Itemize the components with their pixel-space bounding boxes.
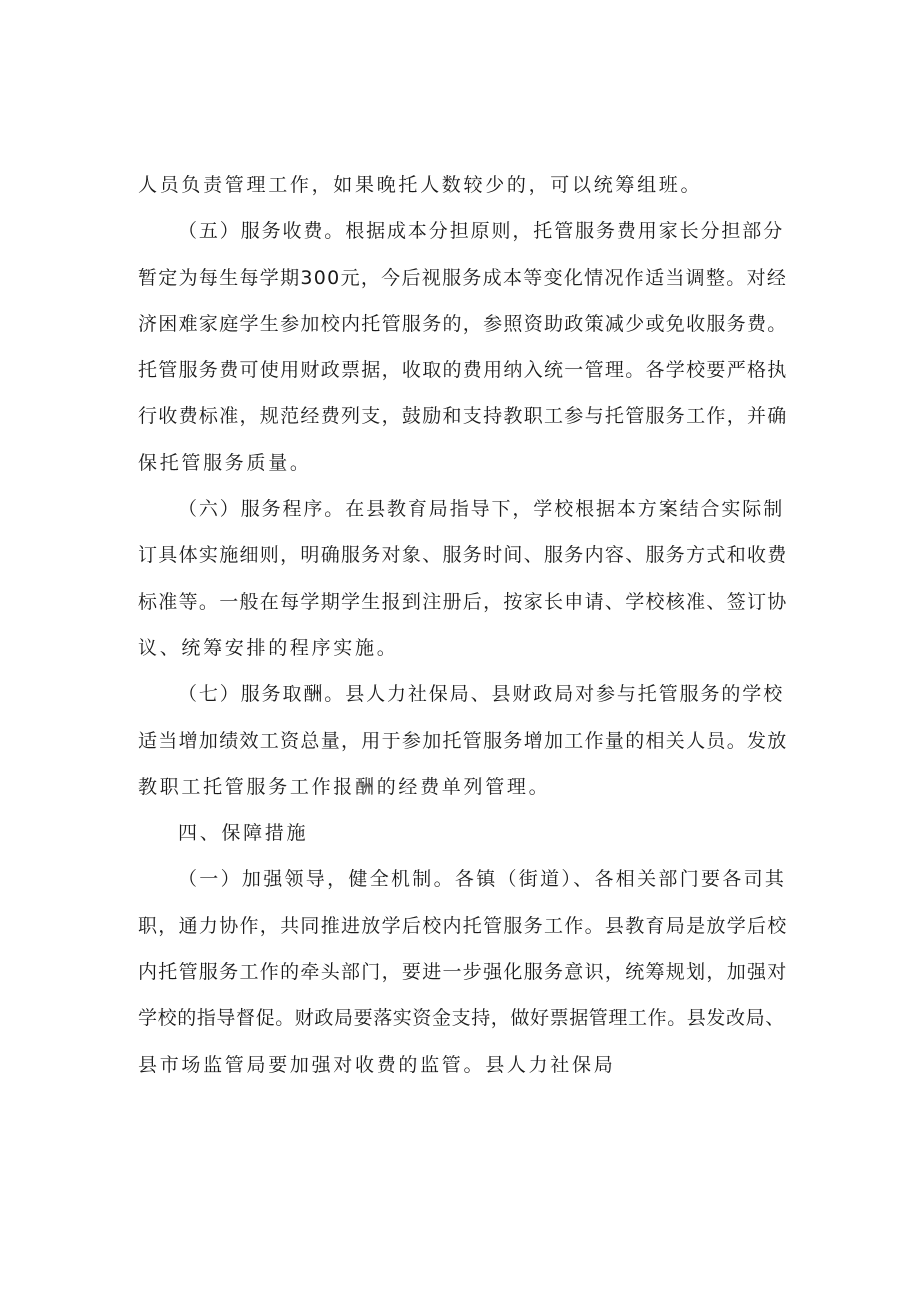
text-line: 托管服务费可使用财政票据，收取的费用纳入统一管理。各学校要严格执 xyxy=(138,359,788,382)
text-line: 内托管服务工作的牵头部门，要进一步强化服务意识，统筹规划，加强对 xyxy=(138,961,788,984)
text-line: 行收费标准，规范经费列支，鼓励和支持教职工参与托管服务工作，并确 xyxy=(138,405,788,428)
text-line: 订具体实施细则，明确服务对象、服务时间、服务内容、服务方式和收费 xyxy=(138,544,788,567)
paragraph-fee-heading-line: （五）服务收费。根据成本分担原则，托管服务费用家长分担部分 xyxy=(178,220,785,243)
text-line: 标准等。一般在每学期学生报到注册后，按家长申请、学校核准、签订协 xyxy=(138,590,788,613)
section-heading: 四、保障措施 xyxy=(178,822,309,845)
text-line: 人员负责管理工作，如果晚托人数较少的，可以统筹组班。 xyxy=(138,174,703,196)
paragraph-leadership-heading-line: （一）加强领导，健全机制。各镇（街道）、各相关部门要各司其 xyxy=(178,868,787,891)
text-line: 教职工托管服务工作报酬的经费单列管理。 xyxy=(138,775,551,798)
text-line: 适当增加绩效工资总量，用于参加托管服务增加工作量的相关人员。发放 xyxy=(138,729,788,752)
text-line: 职，通力协作，共同推进放学后校内托管服务工作。县教育局是放学后校 xyxy=(138,914,788,937)
text-line: 议、统筹安排的程序实施。 xyxy=(138,636,399,659)
text-line: 学校的指导督促。财政局要落实资金支持，做好票据管理工作。县发改局、 xyxy=(138,1007,785,1030)
paragraph-remuneration-heading-line: （七）服务取酬。县人力社保局、县财政局对参与托管服务的学校 xyxy=(178,683,785,706)
paragraph-procedure-heading-line: （六）服务程序。在县教育局指导下，学校根据本方案结合实际制 xyxy=(178,498,785,521)
text-line: 县市场监管局要加强对收费的监管。县人力社保局 xyxy=(138,1053,616,1076)
document-body xyxy=(138,162,788,1088)
text-line: 保托管服务质量。 xyxy=(138,451,312,474)
text-line: 济困难家庭学生参加校内托管服务的，参照资助政策减少或免收服务费。 xyxy=(138,312,788,335)
text-line: 暂定为每生每学期300元，今后视服务成本等变化情况作适当调整。对经 xyxy=(138,266,788,289)
